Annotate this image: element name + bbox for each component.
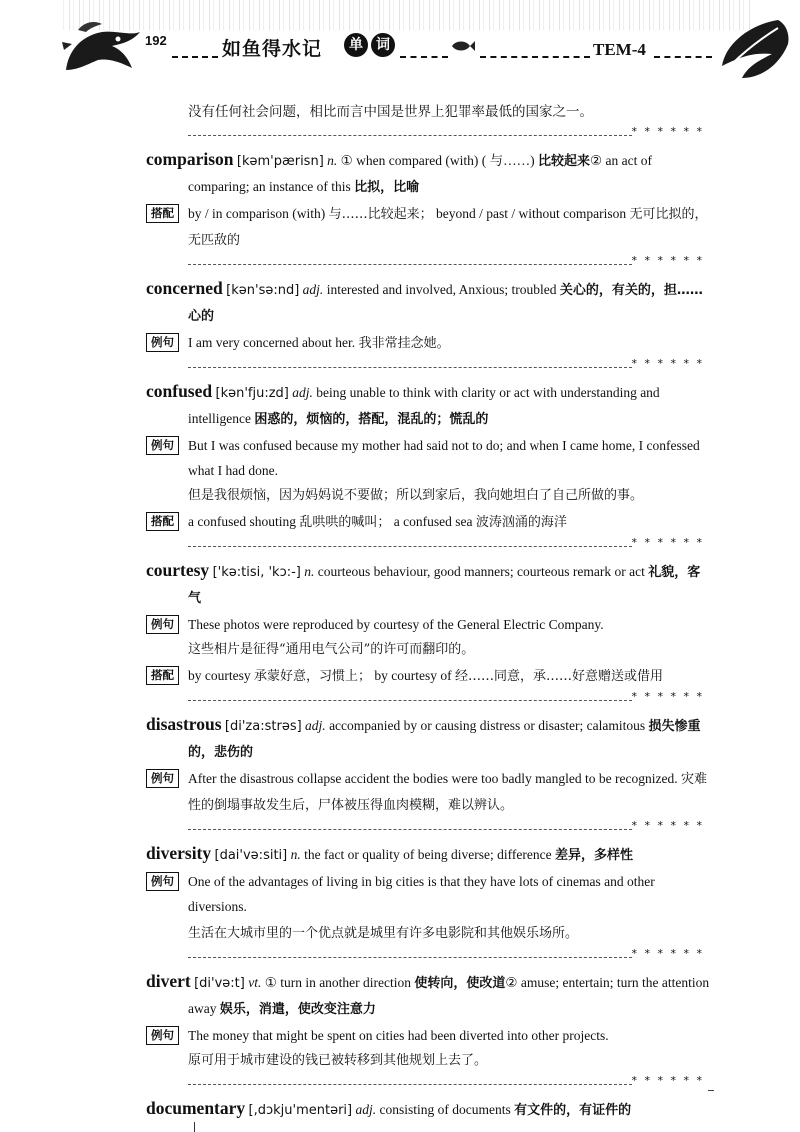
book-badge-2: 词 bbox=[371, 33, 395, 57]
entry-definition bbox=[146, 147, 712, 200]
phonetic: ['kə:tisi, 'kɔ:-] bbox=[212, 565, 301, 580]
example-en: But I was confused because my mother had said not to do; and when I came home, I confessed what I had done. bbox=[188, 438, 700, 478]
definition-zh: 比较起来 bbox=[537, 154, 590, 169]
part-of-speech: adj. bbox=[302, 282, 324, 297]
entry-definition bbox=[146, 969, 712, 1022]
example-tag: 例句 bbox=[146, 872, 179, 891]
entry-definition bbox=[146, 276, 712, 329]
definition-en: ① turn in another direction bbox=[264, 975, 412, 990]
collocation-en: beyond / past / without comparison bbox=[436, 206, 627, 221]
definition-en: the fact or quality of being diverse; difference bbox=[304, 847, 552, 862]
example-row bbox=[146, 330, 712, 356]
collocation-zh: 波涛汹涌的海洋 bbox=[475, 515, 567, 530]
headword: confused bbox=[146, 381, 213, 401]
example-en: These photos were reproduced by courtesy of the General Electric Company. bbox=[188, 617, 604, 632]
collocation-zh: 无可比拟的，无匹敌的 bbox=[188, 207, 708, 248]
entry-definition bbox=[146, 841, 712, 868]
fish-ornament-icon bbox=[450, 38, 476, 54]
example-en: After the disastrous collapse accident the bodies were too badly mangled to be recognized. bbox=[188, 771, 678, 786]
part-of-speech: n. bbox=[290, 847, 301, 862]
entry-separator: * * * * * * bbox=[146, 360, 712, 371]
example-tag: 例句 bbox=[146, 615, 179, 634]
headword: courtesy bbox=[146, 560, 210, 580]
definition-zh: 关心的，有关的，担……心的 bbox=[188, 283, 703, 324]
entry-comparison bbox=[146, 147, 712, 253]
collocation-zh: 承蒙好意，习惯上； bbox=[253, 669, 371, 684]
header-dash-end bbox=[654, 56, 712, 58]
example-tag: 例句 bbox=[146, 333, 179, 352]
definition-zh: 有文件的，有证件的 bbox=[514, 1103, 632, 1118]
part-of-speech: n. bbox=[327, 153, 338, 168]
dictionary-page bbox=[146, 100, 712, 1125]
entry-separator: * * * * * * bbox=[146, 950, 712, 961]
collocation-row bbox=[146, 201, 712, 253]
part-of-speech: adj. bbox=[355, 1102, 377, 1117]
entry-separator: * * * * * * bbox=[146, 822, 712, 833]
collocation-en: a confused sea bbox=[393, 514, 473, 529]
entry-definition bbox=[146, 1096, 712, 1123]
headword: comparison bbox=[146, 149, 234, 169]
definition-zh: 比拟，比喻 bbox=[354, 180, 420, 195]
definition-en: ② an act of comparing; an instance of this bbox=[188, 153, 652, 194]
collocation-en: by courtesy bbox=[188, 668, 251, 683]
leaf-icon bbox=[712, 14, 792, 94]
part-of-speech: adj. bbox=[305, 718, 326, 733]
part-of-speech: n. bbox=[304, 564, 315, 579]
entry-separator: * * * * * * bbox=[146, 257, 712, 268]
definition-zh: 差异，多样性 bbox=[555, 848, 634, 863]
definition-zh: 礼貌，客气 bbox=[188, 565, 701, 606]
example-en: The money that might be spent on cities had been diverted into other projects. bbox=[188, 1028, 609, 1043]
headword: documentary bbox=[146, 1098, 246, 1118]
example-row bbox=[146, 869, 712, 946]
collocation-en: a confused shouting bbox=[188, 514, 296, 529]
header-texture bbox=[60, 0, 750, 30]
entry-separator: * * * * * * bbox=[146, 539, 712, 550]
exam-label: TEM-4 bbox=[593, 40, 646, 59]
part-of-speech: adj. bbox=[292, 385, 313, 400]
entry-documentary bbox=[146, 1096, 712, 1123]
collocation-row bbox=[146, 509, 712, 535]
collocation-zh: 乱哄哄的喊叫； bbox=[299, 515, 391, 530]
collocation-row bbox=[146, 663, 712, 689]
collocation-tag: 搭配 bbox=[146, 666, 179, 685]
header-dash-mid bbox=[400, 56, 448, 58]
phonetic: [di'və:t] bbox=[194, 976, 245, 991]
example-row bbox=[146, 433, 712, 508]
part-of-speech: vt. bbox=[248, 975, 262, 990]
entry-definition bbox=[146, 379, 712, 432]
definition-zh: 困惑的，烦恼的，搭配，混乱的；慌乱的 bbox=[254, 412, 489, 427]
definition-en: consisting of documents bbox=[379, 1102, 511, 1117]
phonetic: [kəm'pærisn] bbox=[236, 154, 324, 169]
collocation-tag: 搭配 bbox=[146, 204, 179, 223]
phonetic: [kən'fju:zd] bbox=[215, 386, 289, 401]
definition-en: accompanied by or causing distress or disaster; calamitous bbox=[329, 718, 646, 733]
entry-separator: * * * * * * bbox=[146, 693, 712, 704]
phonetic: [,dɔkju'mentəri] bbox=[248, 1103, 353, 1118]
collocation-zh: 与……比较起来； bbox=[328, 207, 433, 222]
entry-confused bbox=[146, 379, 712, 535]
definition-zh: 损失惨重的，悲伤的 bbox=[188, 719, 701, 760]
example-en: One of the advantages of living in big cities is that they have lots of cinemas and other diversions. bbox=[188, 874, 655, 914]
entry-concerned bbox=[146, 276, 712, 356]
headword: diversity bbox=[146, 843, 212, 863]
example-tag: 例句 bbox=[146, 436, 179, 455]
example-zh: 这些相片是征得“通用电气公司”的许可而翻印的。 bbox=[188, 642, 475, 657]
example-zh: 原可用于城市建设的钱已被转移到其他规划上去了。 bbox=[188, 1053, 488, 1068]
entry-courtesy bbox=[146, 558, 712, 689]
header-dash-left bbox=[172, 56, 218, 58]
example-tag: 例句 bbox=[146, 1026, 179, 1045]
definition-zh: 娱乐，消遣，使改变注意力 bbox=[219, 1002, 376, 1017]
fish-icon bbox=[58, 12, 148, 82]
entry-divert bbox=[146, 969, 712, 1073]
example-zh: 我非常挂念她。 bbox=[358, 336, 450, 351]
entry-definition bbox=[146, 712, 712, 765]
collocation-en: by / in comparison (with) bbox=[188, 206, 326, 221]
definition-en: ① when compared (with) ( 与……) bbox=[340, 153, 535, 168]
margin-mark bbox=[708, 1090, 714, 1091]
headword: concerned bbox=[146, 278, 223, 298]
definition-en: being unable to think with clarity or act with understanding and intelligence bbox=[188, 385, 660, 426]
page-number: 192 bbox=[145, 33, 167, 48]
header-dash-right bbox=[480, 56, 590, 58]
example-row bbox=[146, 612, 712, 662]
phonetic: [kən'sə:nd] bbox=[226, 283, 300, 298]
book-title: 如鱼得水记 bbox=[222, 38, 323, 60]
definition-en: interested and involved, Anxious; troubled bbox=[326, 282, 557, 297]
collocation-en: by courtesy of bbox=[374, 668, 452, 683]
definition-en: ② amuse; entertain; turn the attention away bbox=[188, 975, 710, 1016]
entry-separator: * * * * * * bbox=[146, 1077, 712, 1088]
phonetic: [di'za:strəs] bbox=[224, 719, 302, 734]
entry-definition bbox=[146, 558, 712, 611]
book-badge-1: 单 bbox=[344, 33, 368, 57]
headword: divert bbox=[146, 971, 191, 991]
definition-zh: 使转向，使改道 bbox=[414, 976, 506, 991]
example-row bbox=[146, 766, 712, 818]
entry-diversity bbox=[146, 841, 712, 946]
collocation-tag: 搭配 bbox=[146, 512, 179, 531]
example-row bbox=[146, 1023, 712, 1073]
entry-separator: * * * * * * bbox=[146, 128, 712, 139]
example-zh: 但是我很烦恼，因为妈妈说不要做；所以到家后，我向她坦白了自己所做的事。 bbox=[188, 488, 644, 503]
definition-en: courteous behaviour, good manners; courteous remark or act bbox=[317, 564, 645, 579]
entry-disastrous bbox=[146, 712, 712, 818]
continued-text: 没有任何社会问题，相比而言中国是世界上犯罪率最低的国家之一。 bbox=[188, 104, 593, 120]
example-tag: 例句 bbox=[146, 769, 179, 788]
example-zh: 灾难性的倒塌事故发生后，尸体被压得血肉模糊，难以辨认。 bbox=[188, 772, 707, 813]
crop-mark bbox=[194, 1122, 195, 1132]
example-zh: 生活在大城市里的一个优点就是城里有许多电影院和其他娱乐场所。 bbox=[188, 926, 579, 941]
example-en: I am very concerned about her. bbox=[188, 335, 356, 350]
phonetic: [dai'və:siti] bbox=[214, 848, 288, 863]
headword: disastrous bbox=[146, 714, 222, 734]
collocation-zh: 经……同意，承……好意赠送或借用 bbox=[454, 669, 663, 684]
page-header bbox=[0, 0, 800, 95]
